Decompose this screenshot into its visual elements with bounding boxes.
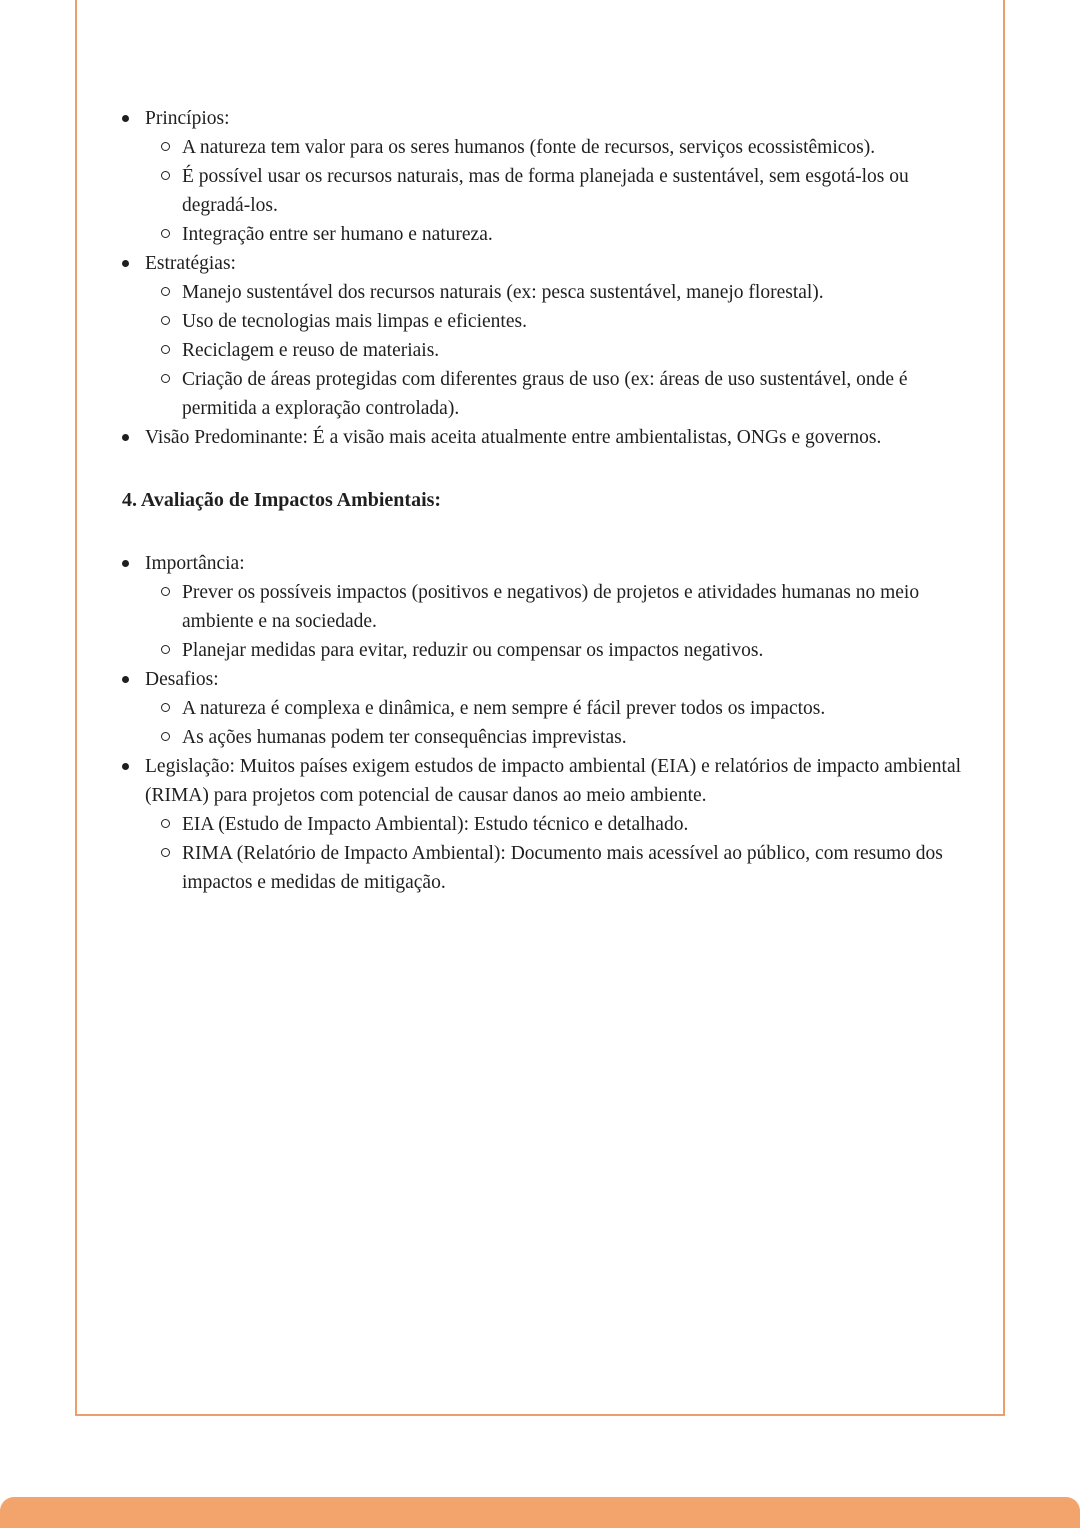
list-item-text: É possível usar os recursos naturais, mas de forma planejada e sustentável, sem esgotá-los ou degradá-los. [182, 166, 909, 216]
list-item-text: Visão Predominante: É a visão mais aceita atualmente entre ambientalistas, ONGs e governos. [145, 427, 882, 448]
list-item [122, 249, 963, 278]
list-item-text: Planejar medidas para evitar, reduzir ou compensar os impactos negativos. [182, 640, 764, 661]
list-item-text: Criação de áreas protegidas com diferentes graus de uso (ex: áreas de uso sustentável, onde é permitida a exploração controlada). [182, 369, 908, 419]
page-border-frame [75, 0, 1005, 1416]
bottom-accent-bar [0, 1497, 1080, 1528]
bullet-circle-icon [161, 345, 170, 354]
list-item [122, 665, 963, 694]
list-subitem [161, 636, 963, 665]
bullet-dot-icon [122, 434, 129, 441]
bullet-dot-icon [122, 115, 129, 122]
list-subitem [161, 133, 963, 162]
list-item-text: RIMA (Relatório de Impacto Ambiental): Documento mais acessível ao público, com resumo dos impactos e medidas de mitigação. [182, 843, 943, 893]
list-item-text: Integração entre ser humano e natureza. [182, 224, 493, 245]
list-item-text: Importância: [145, 553, 245, 574]
list-item [122, 752, 963, 810]
list-item-text: A natureza tem valor para os seres humanos (fonte de recursos, serviços ecossistêmicos). [182, 137, 876, 158]
list-item-text: Legislação: Muitos países exigem estudos de impacto ambiental (EIA) e relatórios de impacto ambiental (RIMA) para projetos com potencial de causar danos ao meio ambiente. [145, 756, 962, 806]
bullet-circle-icon [161, 287, 170, 296]
list-subitem [161, 307, 963, 336]
list-subitem [161, 723, 963, 752]
list-item [122, 549, 963, 578]
bullet-circle-icon [161, 848, 170, 857]
list-subitem [161, 365, 963, 423]
bullet-circle-icon [161, 703, 170, 712]
list-subitem [161, 694, 963, 723]
list-subitem [161, 839, 963, 897]
list-item-text: Prever os possíveis impactos (positivos e negativos) de projetos e atividades humanas no meio ambiente e na sociedade. [182, 582, 920, 632]
bullet-circle-icon [161, 171, 170, 180]
section-heading: 4. Avaliação de Impactos Ambientais: [122, 489, 442, 511]
bullet-dot-icon [122, 676, 129, 683]
list-subitem [161, 810, 963, 839]
bullet-circle-icon [161, 374, 170, 383]
list-subitem [161, 278, 963, 307]
list-item-text: Princípios: [145, 108, 230, 129]
list-subitem [161, 578, 963, 636]
list-item [122, 104, 963, 133]
bullet-circle-icon [161, 819, 170, 828]
list-item-text: Reciclagem e reuso de materiais. [182, 340, 440, 361]
list-subitem [161, 162, 963, 220]
bullet-circle-icon [161, 645, 170, 654]
list-item-text: Manejo sustentável dos recursos naturais (ex: pesca sustentável, manejo florestal). [182, 282, 824, 303]
list-item [122, 423, 963, 452]
list-subitem [161, 336, 963, 365]
bullet-dot-icon [122, 260, 129, 267]
list-item-text: Uso de tecnologias mais limpas e eficientes. [182, 311, 527, 332]
bullet-circle-icon [161, 229, 170, 238]
document-content [77, 0, 1003, 897]
bullet-dot-icon [122, 763, 129, 770]
bullet-circle-icon [161, 142, 170, 151]
bullet-dot-icon [122, 560, 129, 567]
list-item-text: EIA (Estudo de Impacto Ambiental): Estudo técnico e detalhado. [182, 814, 689, 835]
list-item-text: Estratégias: [145, 253, 236, 274]
list-item-text: A natureza é complexa e dinâmica, e nem sempre é fácil prever todos os impactos. [182, 698, 826, 719]
bullet-circle-icon [161, 587, 170, 596]
bullet-circle-icon [161, 316, 170, 325]
list-item-text: As ações humanas podem ter consequências imprevistas. [182, 727, 627, 748]
bullet-circle-icon [161, 732, 170, 741]
list-item-text: Desafios: [145, 669, 219, 690]
list-subitem [161, 220, 963, 249]
